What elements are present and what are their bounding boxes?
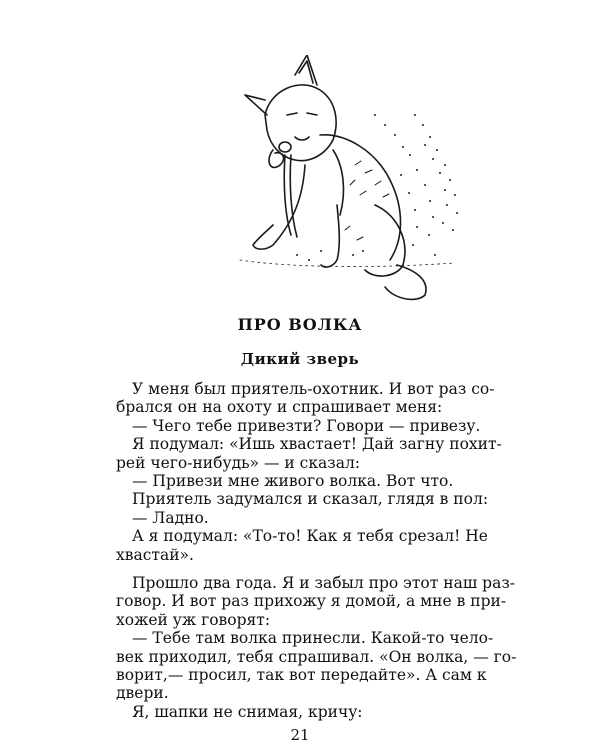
text-line: У меня был приятель-охотник. И вот раз со- <box>132 380 495 398</box>
text-line: — Ладно. <box>132 509 209 527</box>
text-line: — Чего тебе привезти? Говори — привезу. <box>132 417 481 435</box>
text-line: Я подумал: «Ишь хвастает! Дай загну похит- <box>132 435 502 453</box>
text-line: — Привези мне живого волка. Вот что. <box>132 472 454 490</box>
text-line: хвастай». <box>116 546 194 564</box>
text-line: А я подумал: «То-то! Как я тебя срезал! Не <box>132 527 488 545</box>
text-line: Приятель задумался и сказал, глядя в пол: <box>132 490 489 508</box>
section-subtitle: Дикий зверь <box>240 350 360 368</box>
text-line: брался он на охоту и спрашивает меня: <box>116 398 443 416</box>
text-line: рей чего-нибудь» — и сказал: <box>116 454 361 472</box>
page-number: 21 <box>290 726 310 744</box>
text-line: говор. И вот раз прихожу я домой, а мне в при- <box>116 592 507 610</box>
text-line: — Тебе там волка принесли. Какой-то чело- <box>132 629 494 647</box>
chapter-title: ПРО ВОЛКА <box>237 315 363 334</box>
text-line: хожей уж говорят: <box>116 611 271 629</box>
text-line: Я, шапки не снимая, кричу: <box>132 703 363 721</box>
text-line: ворит,— просил, так вот передайте». А сам к <box>116 666 487 684</box>
text-line: век приходил, тебя спрашивал. «Он волка, — го- <box>116 648 517 666</box>
text-line: двери. <box>116 684 169 702</box>
text-line: Прошло два года. Я и забыл про этот наш раз- <box>132 574 516 592</box>
